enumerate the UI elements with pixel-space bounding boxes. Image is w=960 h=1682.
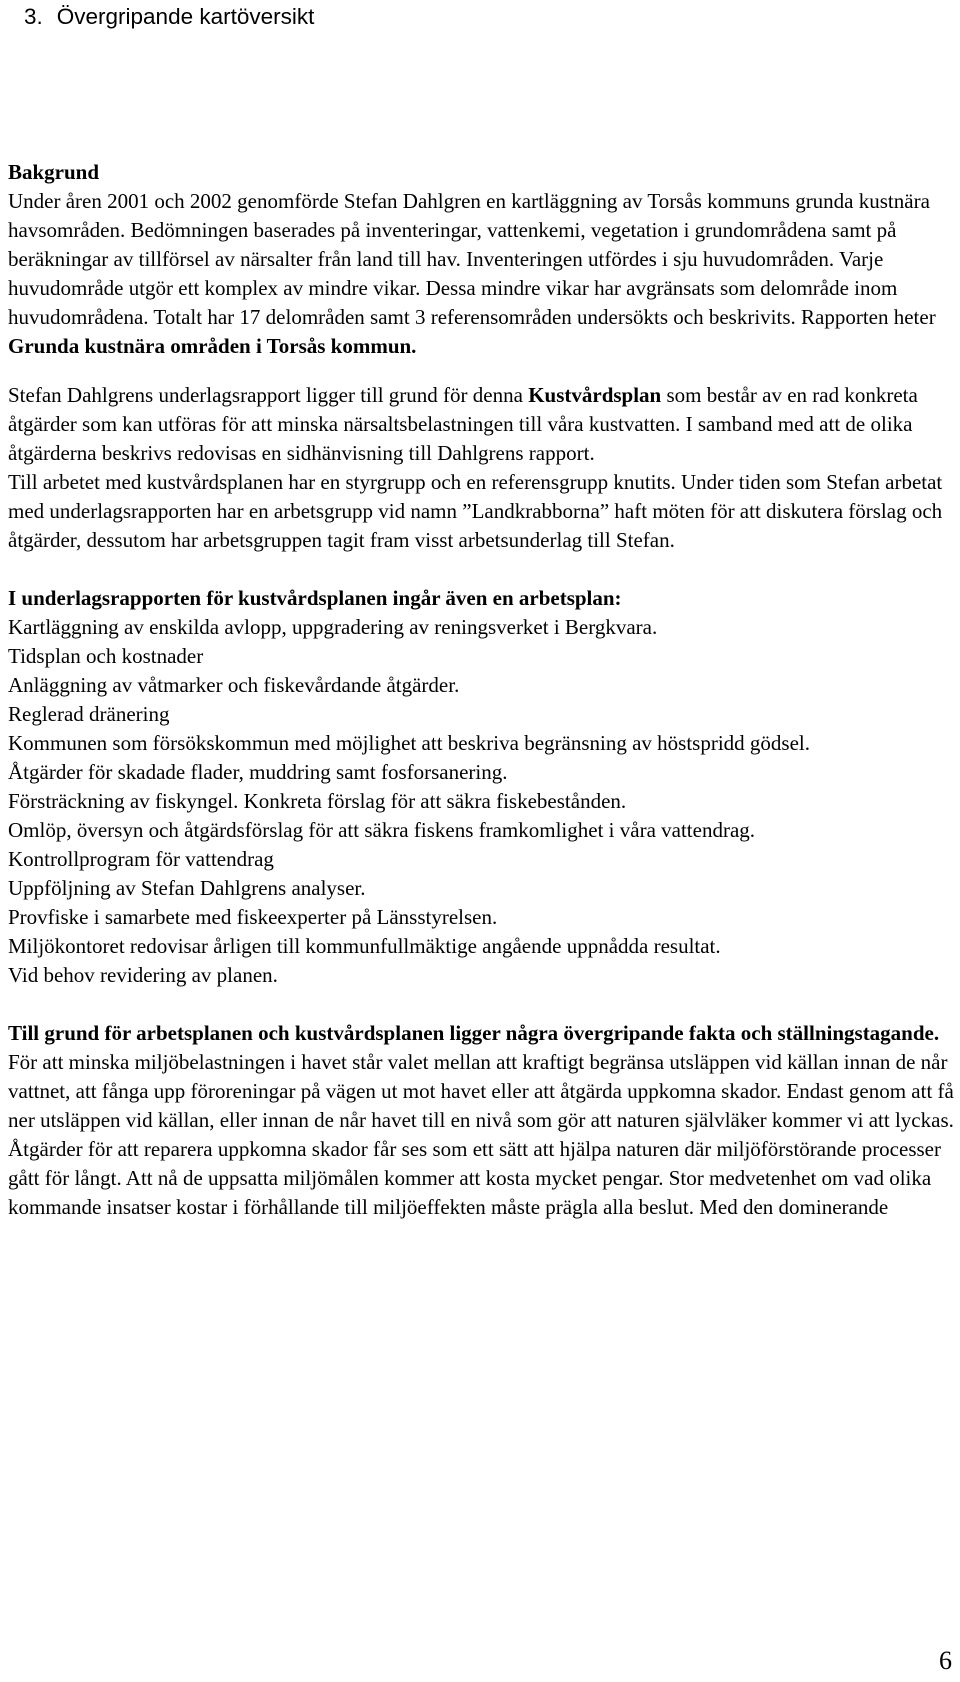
spacer <box>8 361 960 381</box>
list-item: Tidsplan och kostnader <box>8 644 204 668</box>
kustvard-post: som består av en rad konkreta åtgärder som kan utföras för att minska närsaltsbelastningen till våra kustvatten. I samband med att de olika åtgärderna beskrivs redovisas en sidhänvisning till Dahlgrens rapport. <box>8 383 918 465</box>
list-item: Provfiske i samarbete med fiskeexperter på Länsstyrelsen. <box>8 905 498 929</box>
arbetsplan-heading: I underlagsrapporten för kustvårdsplanen ingår även en arbetsplan: <box>8 586 622 610</box>
list-item: Åtgärder för skadade flader, muddring samt fosforsanering. <box>8 760 508 784</box>
groups-paragraph: Till arbetet med kustvårdsplanen har en styrgrupp och en referensgrupp knutits. Under tiden som Stefan arbetat med underlagsrapporten har en arbetsgrupp vid namn ”Landkrabborna” haft möten för att diskutera förslag och åtgärder, dessutom har arbetsgruppen tagit fram visst arbetsunderlag till Stefan. <box>8 470 943 552</box>
list-item: Vid behov revidering av planen. <box>8 963 278 987</box>
spacer <box>8 555 960 584</box>
document-body <box>8 158 960 1222</box>
report-title: Grunda kustnära områden i Torsås kommun. <box>8 334 417 358</box>
bakgrund-text: Under åren 2001 och 2002 genomförde Stefan Dahlgren en kartläggning av Torsås kommuns grunda kustnära havsområden. Bedömningen baserades på inventeringar, vattenkemi, vegetation i grundområdena samt på beräkningar av tillförsel av närsalter från land till hav. Inventeringen utfördes i sju huvudområden. Varje huvudområde utgör ett komplex av mindre vikar. Dessa mindre vikar har avgränsats som delområde inom huvudområdena. Totalt har 17 delområden samt 3 referensområden undersökts och beskrivits. Rapporten heter <box>8 189 936 329</box>
page-number: 6 <box>939 1646 952 1675</box>
bakgrund-heading: Bakgrund <box>8 160 100 184</box>
list-item: Uppföljning av Stefan Dahlgrens analyser. <box>8 876 366 900</box>
bakgrund-paragraph <box>8 187 960 361</box>
list-item: Miljökontoret redovisar årligen till kommunfullmäktige angående uppnådda resultat. <box>8 934 721 958</box>
grund-heading: Till grund för arbetsplanen och kustvårdsplanen ligger några övergripande fakta och ställningstagande. <box>8 1021 940 1045</box>
spacer <box>8 990 960 1019</box>
list-item: Kontrollprogram för vattendrag <box>8 847 274 871</box>
list-item: Omlöp, översyn och åtgärdsförslag för att säkra fiskens framkomlighet i våra vattendrag. <box>8 818 756 842</box>
section-title: Övergripande kartöversikt <box>56 4 315 29</box>
list-item: Anläggning av våtmarker och fiskevårdande åtgärder. <box>8 673 460 697</box>
arbetsplan-list <box>8 613 960 990</box>
kustvard-pre: Stefan Dahlgrens underlagsrapport ligger till grund för denna <box>8 383 529 407</box>
list-item: Reglerad dränering <box>8 702 170 726</box>
list-item: Försträckning av fiskyngel. Konkreta förslag för att säkra fiskebestånden. <box>8 789 627 813</box>
list-item: Kommunen som försökskommun med möjlighet att beskriva begränsning av höstspridd gödsel. <box>8 731 810 755</box>
grund-paragraph: För att minska miljöbelastningen i havet står valet mellan att kraftigt begränsa utsläppen vid källan innan de når vattnet, att fånga upp föroreningar på vägen ut mot havet eller att åtgärda uppkomna skador. Endast genom att få ner utsläppen vid källan, eller innan de når havet till en nivå som gör att naturen självläker kommer vi att lyckas. Åtgärder för att reparera uppkomna skador får ses som ett sätt att hjälpa naturen där miljöförstörande processer gått för långt. Att nå de uppsatta miljömålen kommer att kosta mycket pengar. Stor medvetenhet om vad olika kommande insatser kostar i förhållande till miljöeffekten måste prägla alla beslut. Med den dominerande <box>8 1050 954 1219</box>
kustvardsplan-name: Kustvårdsplan <box>528 383 662 407</box>
kustvard-paragraph <box>8 381 960 468</box>
list-item: Kartläggning av enskilda avlopp, uppgradering av reningsverket i Bergkvara. <box>8 615 658 639</box>
section-heading <box>24 2 314 32</box>
section-number: 3. <box>24 4 43 29</box>
